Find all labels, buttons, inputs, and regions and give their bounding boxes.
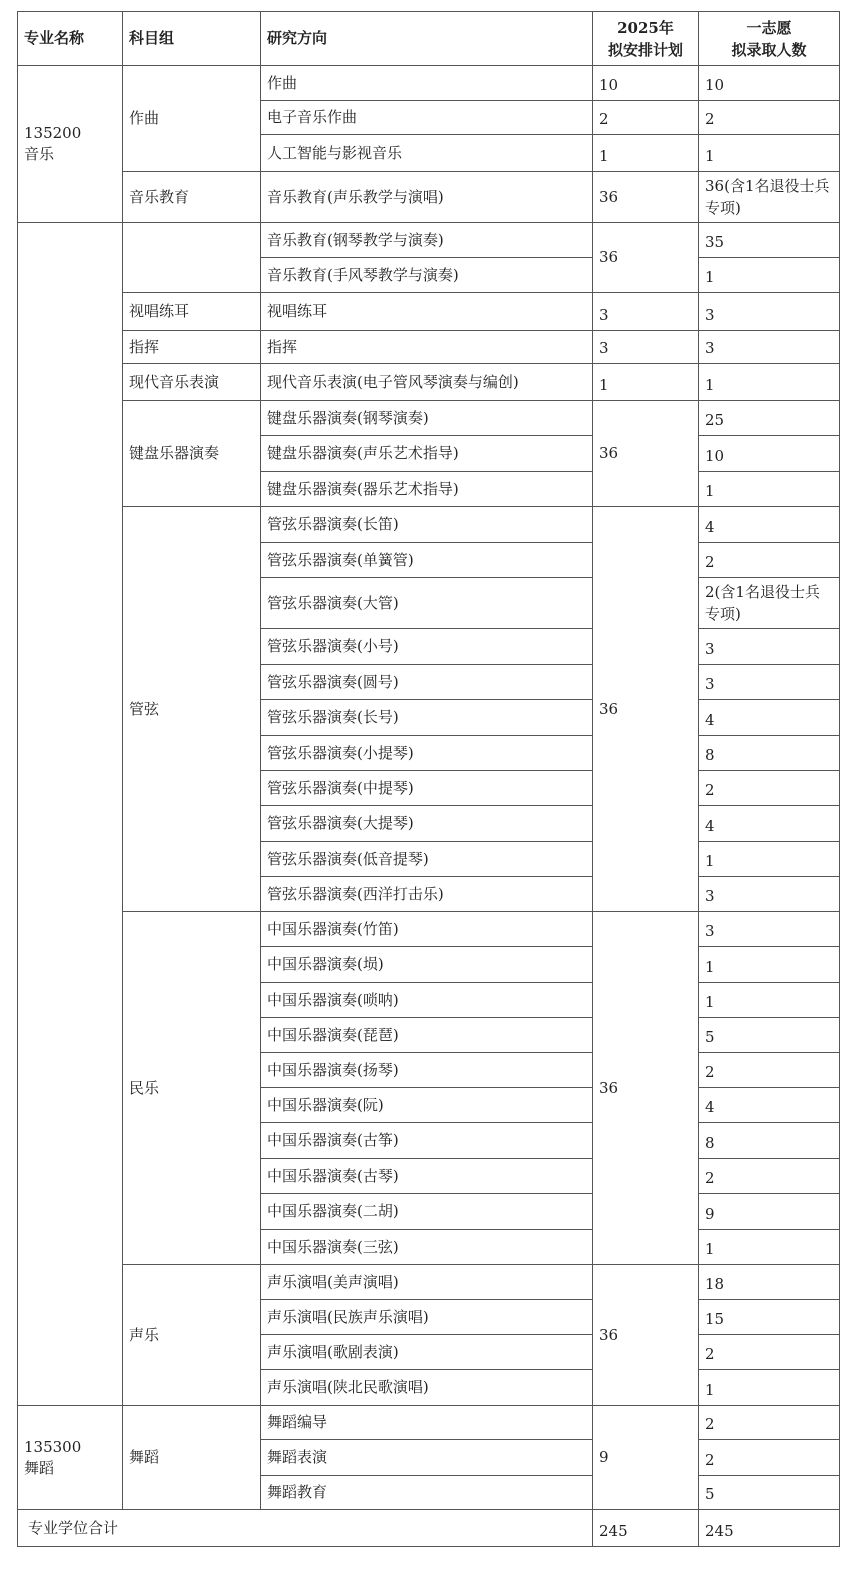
direction-cell: 音乐教育(钢琴教学与演奏) — [261, 223, 593, 258]
first-choice-cell: 1 — [699, 135, 840, 172]
first-choice-cell: 3 — [699, 331, 840, 364]
direction-cell: 管弦乐器演奏(长笛) — [261, 507, 593, 543]
first-choice-cell: 8 — [699, 736, 840, 771]
direction-cell: 管弦乐器演奏(中提琴) — [261, 771, 593, 806]
header-first — [699, 12, 840, 66]
first-choice-cell: 3 — [699, 665, 840, 700]
first-choice-cell: 2 — [699, 1335, 840, 1370]
first-choice-cell: 4 — [699, 806, 840, 842]
table-row — [18, 172, 840, 223]
direction-cell: 声乐演唱(歌剧表演) — [261, 1335, 593, 1370]
first-choice-cell: 2 — [699, 771, 840, 806]
direction-cell: 管弦乐器演奏(单簧管) — [261, 543, 593, 578]
direction-cell: 键盘乐器演奏(器乐艺术指导) — [261, 472, 593, 507]
plan-cell: 36 — [593, 912, 699, 1265]
first-choice-cell: 4 — [699, 507, 840, 543]
group-cell: 声乐 — [123, 1265, 261, 1406]
direction-cell: 键盘乐器演奏(钢琴演奏) — [261, 401, 593, 436]
table-row — [18, 1265, 840, 1300]
total-spacer — [261, 1510, 593, 1547]
direction-cell: 键盘乐器演奏(声乐艺术指导) — [261, 436, 593, 472]
header-direction: 研究方向 — [261, 12, 593, 66]
first-choice-cell: 5 — [699, 1476, 840, 1510]
total-label: 专业学位合计 — [18, 1510, 261, 1547]
first-choice-cell: 1 — [699, 1370, 840, 1406]
first-choice-cell: 10 — [699, 66, 840, 101]
plan-cell: 3 — [593, 331, 699, 364]
first-choice-cell: 2 — [699, 1440, 840, 1476]
first-choice-cell: 1 — [699, 983, 840, 1018]
group-cell: 音乐教育 — [123, 172, 261, 223]
plan-cell: 10 — [593, 66, 699, 101]
group-cell: 键盘乐器演奏 — [123, 401, 261, 507]
group-cell: 指挥 — [123, 331, 261, 364]
table-row — [18, 507, 840, 543]
group-cell: 舞蹈 — [123, 1406, 261, 1510]
direction-cell: 管弦乐器演奏(大提琴) — [261, 806, 593, 842]
plan-cell: 1 — [593, 364, 699, 401]
first-choice-cell: 2 — [699, 1159, 840, 1194]
direction-cell: 中国乐器演奏(古琴) — [261, 1159, 593, 1194]
direction-cell: 管弦乐器演奏(西洋打击乐) — [261, 877, 593, 912]
group-cell: 作曲 — [123, 66, 261, 172]
direction-cell: 视唱练耳 — [261, 293, 593, 331]
direction-cell: 声乐演唱(陕北民歌演唱) — [261, 1370, 593, 1406]
direction-cell: 管弦乐器演奏(低音提琴) — [261, 842, 593, 877]
first-choice-cell: 3 — [699, 912, 840, 947]
direction-cell: 中国乐器演奏(竹笛) — [261, 912, 593, 947]
first-choice-cell: 1 — [699, 364, 840, 401]
direction-cell: 中国乐器演奏(扬琴) — [261, 1053, 593, 1088]
header-first-line2: 拟录取人数 — [731, 40, 807, 59]
first-choice-cell: 1 — [699, 947, 840, 983]
direction-cell: 中国乐器演奏(阮) — [261, 1088, 593, 1123]
direction-cell: 中国乐器演奏(三弦) — [261, 1230, 593, 1265]
major-cell — [18, 223, 123, 1406]
total-first: 245 — [699, 1510, 840, 1547]
header-plan — [593, 12, 699, 66]
first-choice-cell: 3 — [699, 629, 840, 665]
first-choice-cell: 36(含1名退役士兵专项) — [699, 172, 840, 223]
table-row — [18, 66, 840, 101]
first-choice-cell: 5 — [699, 1018, 840, 1053]
first-choice-cell: 1 — [699, 842, 840, 877]
table-row — [18, 331, 840, 364]
header-group: 科目组 — [123, 12, 261, 66]
first-choice-cell: 4 — [699, 1088, 840, 1123]
first-choice-cell: 4 — [699, 700, 840, 736]
plan-cell: 36 — [593, 507, 699, 912]
table-row — [18, 1406, 840, 1440]
table-row — [18, 912, 840, 947]
plan-cell: 36 — [593, 172, 699, 223]
direction-cell: 作曲 — [261, 66, 593, 101]
header-row — [18, 12, 840, 66]
first-choice-cell: 2 — [699, 1406, 840, 1440]
header-plan-line2: 拟安排计划 — [607, 40, 683, 59]
first-choice-cell: 10 — [699, 436, 840, 472]
major-cell: 135200 音乐 — [18, 66, 123, 223]
first-choice-cell: 9 — [699, 1194, 840, 1230]
direction-cell: 人工智能与影视音乐 — [261, 135, 593, 172]
first-choice-cell: 18 — [699, 1265, 840, 1300]
header-major: 专业名称 — [18, 12, 123, 66]
first-choice-cell: 2 — [699, 1053, 840, 1088]
direction-cell: 管弦乐器演奏(小提琴) — [261, 736, 593, 771]
direction-cell: 声乐演唱(美声演唱) — [261, 1265, 593, 1300]
group-cell: 视唱练耳 — [123, 293, 261, 331]
first-choice-cell: 15 — [699, 1300, 840, 1335]
direction-cell: 中国乐器演奏(琵琶) — [261, 1018, 593, 1053]
group-cell — [123, 223, 261, 293]
table-row — [18, 223, 840, 258]
table-body — [18, 66, 840, 1547]
direction-cell: 管弦乐器演奏(圆号) — [261, 665, 593, 700]
plan-cell: 36 — [593, 401, 699, 507]
group-cell: 民乐 — [123, 912, 261, 1265]
plan-cell: 2 — [593, 101, 699, 135]
first-choice-cell: 35 — [699, 223, 840, 258]
total-row — [18, 1510, 840, 1547]
major-cell: 135300 舞蹈 — [18, 1406, 123, 1510]
direction-cell: 中国乐器演奏(二胡) — [261, 1194, 593, 1230]
table-row — [18, 293, 840, 331]
direction-cell: 中国乐器演奏(古筝) — [261, 1123, 593, 1159]
direction-cell: 中国乐器演奏(唢呐) — [261, 983, 593, 1018]
direction-cell: 电子音乐作曲 — [261, 101, 593, 135]
direction-cell: 舞蹈表演 — [261, 1440, 593, 1476]
admissions-table — [17, 11, 840, 1547]
first-choice-cell: 25 — [699, 401, 840, 436]
direction-cell: 音乐教育(手风琴教学与演奏) — [261, 258, 593, 293]
table-row — [18, 364, 840, 401]
first-choice-cell: 1 — [699, 258, 840, 293]
header-plan-line1: 2025年 — [617, 18, 674, 37]
plan-cell: 9 — [593, 1406, 699, 1510]
direction-cell: 音乐教育(声乐教学与演唱) — [261, 172, 593, 223]
first-choice-cell: 2(含1名退役士兵专项) — [699, 578, 840, 629]
direction-cell: 管弦乐器演奏(长号) — [261, 700, 593, 736]
plan-cell: 1 — [593, 135, 699, 172]
direction-cell: 管弦乐器演奏(大管) — [261, 578, 593, 629]
direction-cell: 管弦乐器演奏(小号) — [261, 629, 593, 665]
first-choice-cell: 2 — [699, 101, 840, 135]
total-plan: 245 — [593, 1510, 699, 1547]
first-choice-cell: 3 — [699, 877, 840, 912]
direction-cell: 舞蹈教育 — [261, 1476, 593, 1510]
plan-cell: 3 — [593, 293, 699, 331]
header-first-line1: 一志愿 — [746, 18, 792, 37]
first-choice-cell: 1 — [699, 472, 840, 507]
direction-cell: 指挥 — [261, 331, 593, 364]
plan-cell: 36 — [593, 223, 699, 293]
plan-cell: 36 — [593, 1265, 699, 1406]
group-cell: 现代音乐表演 — [123, 364, 261, 401]
direction-cell: 现代音乐表演(电子管风琴演奏与编创) — [261, 364, 593, 401]
first-choice-cell: 1 — [699, 1230, 840, 1265]
first-choice-cell: 3 — [699, 293, 840, 331]
table-row — [18, 401, 840, 436]
direction-cell: 中国乐器演奏(埙) — [261, 947, 593, 983]
first-choice-cell: 2 — [699, 543, 840, 578]
direction-cell: 声乐演唱(民族声乐演唱) — [261, 1300, 593, 1335]
direction-cell: 舞蹈编导 — [261, 1406, 593, 1440]
first-choice-cell: 8 — [699, 1123, 840, 1159]
group-cell: 管弦 — [123, 507, 261, 912]
